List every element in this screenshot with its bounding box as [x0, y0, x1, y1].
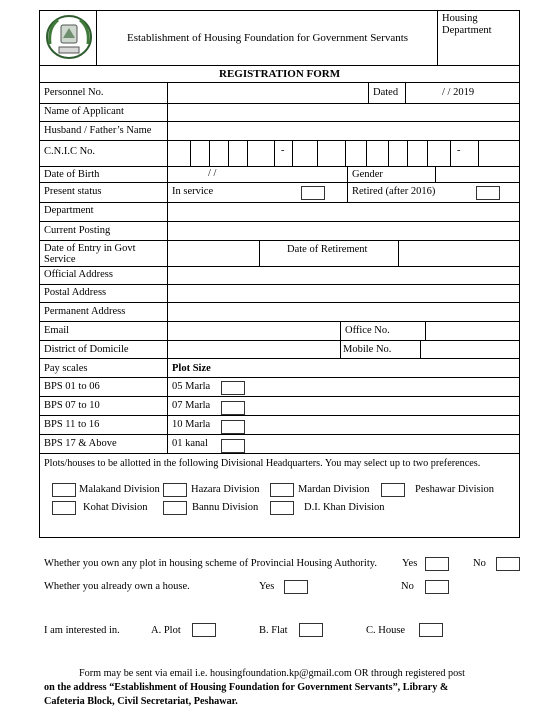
label-date-of-entry: Date of Entry in Govt Service [44, 243, 136, 265]
office-no-field[interactable] [426, 322, 519, 339]
kohat-checkbox[interactable] [52, 501, 76, 515]
bannu-checkbox[interactable] [163, 501, 187, 515]
official-address-field[interactable] [168, 267, 519, 283]
plot-size-header: Plot Size [172, 363, 211, 374]
pay-scale-row-2: BPS 07 to 10 [44, 400, 100, 411]
district-of-domicile-field[interactable] [168, 341, 340, 357]
personnel-no-field[interactable] [168, 83, 368, 102]
plot-size-checkbox-3[interactable] [221, 420, 245, 434]
label-office-no: Office No. [345, 325, 390, 336]
gender-field[interactable] [436, 167, 519, 181]
flat-checkbox[interactable] [299, 623, 323, 637]
label-in-service: In service [172, 186, 214, 197]
cnic-dash-1: - [281, 145, 285, 156]
department-name: Housing Department [442, 13, 492, 36]
label-interested: I am interested in. [44, 625, 120, 636]
label-mardan: Mardan Division [298, 484, 370, 495]
form-title: REGISTRATION FORM [219, 68, 341, 80]
label-house: C. House [366, 625, 406, 636]
label-peshawar: Peshawar Division [415, 484, 495, 495]
label-department: Department [44, 205, 94, 216]
date-of-entry-field[interactable] [168, 241, 258, 265]
label-q1-no: No [473, 558, 486, 569]
mobile-no-field[interactable] [421, 341, 519, 357]
label-personnel-no: Personnel No. [44, 87, 104, 98]
label-di-khan: D.I. Khan Division [304, 502, 385, 513]
husband-father-name-field[interactable] [168, 122, 519, 139]
label-kohat: Kohat Division [83, 502, 148, 513]
di-khan-checkbox[interactable] [270, 501, 294, 515]
email-field[interactable] [168, 322, 340, 339]
label-postal-address: Postal Address [44, 287, 107, 298]
q2-no-checkbox[interactable] [425, 580, 449, 594]
label-official-address: Official Address [44, 269, 113, 280]
pay-scale-row-4: BPS 17 & Above [44, 438, 117, 449]
q2-yes-checkbox[interactable] [284, 580, 308, 594]
divisions-intro: Plots/houses to be allotted in the following Divisional Headquarters. You may select up to two preferences. [44, 458, 481, 469]
in-service-checkbox[interactable] [301, 186, 325, 200]
permanent-address-field[interactable] [168, 303, 519, 320]
label-name-of-applicant: Name of Applicant [44, 106, 124, 117]
pay-scales-header: Pay scales [44, 363, 88, 374]
label-date-of-retirement: Date of Retirement [287, 244, 368, 255]
date-value[interactable]: / / 2019 [442, 87, 475, 98]
q1-no-checkbox[interactable] [496, 557, 520, 571]
footer-line-2: on the address “Establishment of Housing Foundation for Government Servants”, Library & [44, 682, 449, 693]
cnic-dash-2: - [457, 145, 461, 156]
footer-line-1: Form may be sent via email i.e. housingfoundation.kp@gmail.com OR through registered post [79, 668, 465, 679]
label-q1-yes: Yes [402, 558, 418, 569]
label-retired: Retired (after 2016) [352, 186, 436, 197]
label-present-status: Present status [44, 186, 102, 197]
label-q2-yes: Yes [259, 581, 275, 592]
label-hazara: Hazara Division [191, 484, 260, 495]
header-title: Establishment of Housing Foundation for Government Servants [127, 32, 409, 44]
cnic-field[interactable] [168, 141, 519, 165]
plot-size-checkbox-2[interactable] [221, 401, 245, 415]
question-own-house: Whether you already own a house. [44, 581, 190, 592]
label-gender: Gender [352, 169, 383, 180]
name-of-applicant-field[interactable] [168, 104, 519, 120]
retired-checkbox[interactable] [476, 186, 500, 200]
plot-checkbox[interactable] [192, 623, 216, 637]
pay-scale-row-3: BPS 11 to 16 [44, 419, 100, 430]
q1-yes-checkbox[interactable] [425, 557, 449, 571]
date-of-retirement-field[interactable] [399, 241, 519, 265]
label-dated: Dated [373, 87, 399, 98]
label-permanent-address: Permanent Address [44, 306, 126, 317]
malakand-checkbox[interactable] [52, 483, 76, 497]
label-mobile-no: Mobile No. [343, 344, 392, 355]
plot-size-row-4: 01 kanal [172, 438, 208, 449]
label-plot: A. Plot [151, 625, 181, 636]
department-field[interactable] [168, 203, 519, 220]
kp-government-logo [44, 14, 94, 60]
postal-address-field[interactable] [168, 285, 519, 301]
pay-scale-row-1: BPS 01 to 06 [44, 381, 100, 392]
dob-field[interactable]: / / [208, 168, 217, 179]
peshawar-checkbox[interactable] [381, 483, 405, 497]
question-own-plot: Whether you own any plot in housing scheme of Provincial Housing Authority. [44, 558, 377, 569]
plot-size-checkbox-4[interactable] [221, 439, 245, 453]
label-flat: B. Flat [259, 625, 288, 636]
label-cnic-no: C.N.I.C No. [44, 146, 96, 157]
plot-size-checkbox-1[interactable] [221, 381, 245, 395]
plot-size-row-1: 05 Marla [172, 381, 211, 392]
mardan-checkbox[interactable] [270, 483, 294, 497]
label-district-of-domicile: District of Domicile [44, 344, 129, 355]
label-email: Email [44, 325, 70, 336]
label-bannu: Bannu Division [192, 502, 259, 513]
label-date-of-birth: Date of Birth [44, 169, 100, 180]
label-current-posting: Current Posting [44, 225, 111, 236]
house-checkbox[interactable] [419, 623, 443, 637]
current-posting-field[interactable] [168, 222, 519, 239]
plot-size-row-3: 10 Marla [172, 419, 211, 430]
footer-line-3: Cafeteria Block, Civil Secretariat, Peshawar. [44, 696, 238, 707]
label-q2-no: No [401, 581, 414, 592]
label-husband-father-name: Husband / Father’s Name [44, 125, 152, 136]
label-malakand: Malakand Division [79, 484, 160, 495]
hazara-checkbox[interactable] [163, 483, 187, 497]
plot-size-row-2: 07 Marla [172, 400, 211, 411]
